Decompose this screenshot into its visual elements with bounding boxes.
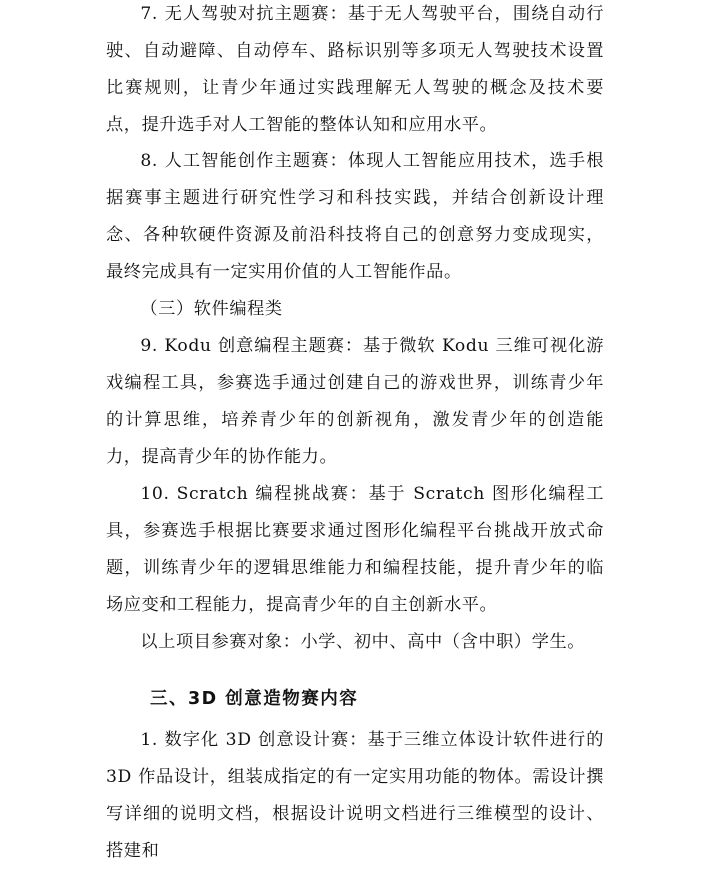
paragraph-participants: 以上项目参赛对象：小学、初中、高中（含中职）学生。	[140, 632, 586, 652]
paragraph-3d-design: 1. 数字化 3D 创意设计赛：基于三维立体设计软件进行的 3D 作品设计，组装成指定的有一定实用功能的物体。需设计撰写详细的说明文档，根据设计说明文档进行三维模型的设计、搭建和	[106, 730, 604, 861]
paragraph-unmanned-driving: 7. 无人驾驶对抗主题赛：基于无人驾驶平台，围绕自动行驶、自动避障、自动停车、路标识别等多项无人驾驶技术设置比赛规则，让青少年通过实践理解无人驾驶的概念及技术要点，提升选手对人工智能的整体认知和应用水平。	[106, 4, 604, 135]
sub-heading-software-programming: （三）软件编程类	[140, 299, 283, 319]
section-heading-3d: 三、3D 创意造物赛内容	[150, 689, 359, 709]
paragraph-ai-creation: 8. 人工智能创作主题赛：体现人工智能应用技术，选手根据赛事主题进行研究性学习和科技实践，并结合创新设计理念、各种软硬件资源及前沿科技将自己的创意努力变成现实，最终完成具有一定实用价值的人工智能作品。	[106, 151, 604, 282]
paragraph-kodu: 9. Kodu 创意编程主题赛：基于微软 Kodu 三维可视化游戏编程工具，参赛选手通过创建自己的游戏世界，训练青少年的计算思维，培养青少年的创新视角，激发青少年的创造能力，提高青少年的协作能力。	[106, 336, 604, 467]
paragraph-scratch: 10. Scratch 编程挑战赛：基于 Scratch 图形化编程工具，参赛选手根据比赛要求通过图形化编程平台挑战开放式命题，训练青少年的逻辑思维能力和编程技能，提升青少年的临场应变和工程能力，提高青少年的自主创新水平。	[106, 484, 604, 615]
